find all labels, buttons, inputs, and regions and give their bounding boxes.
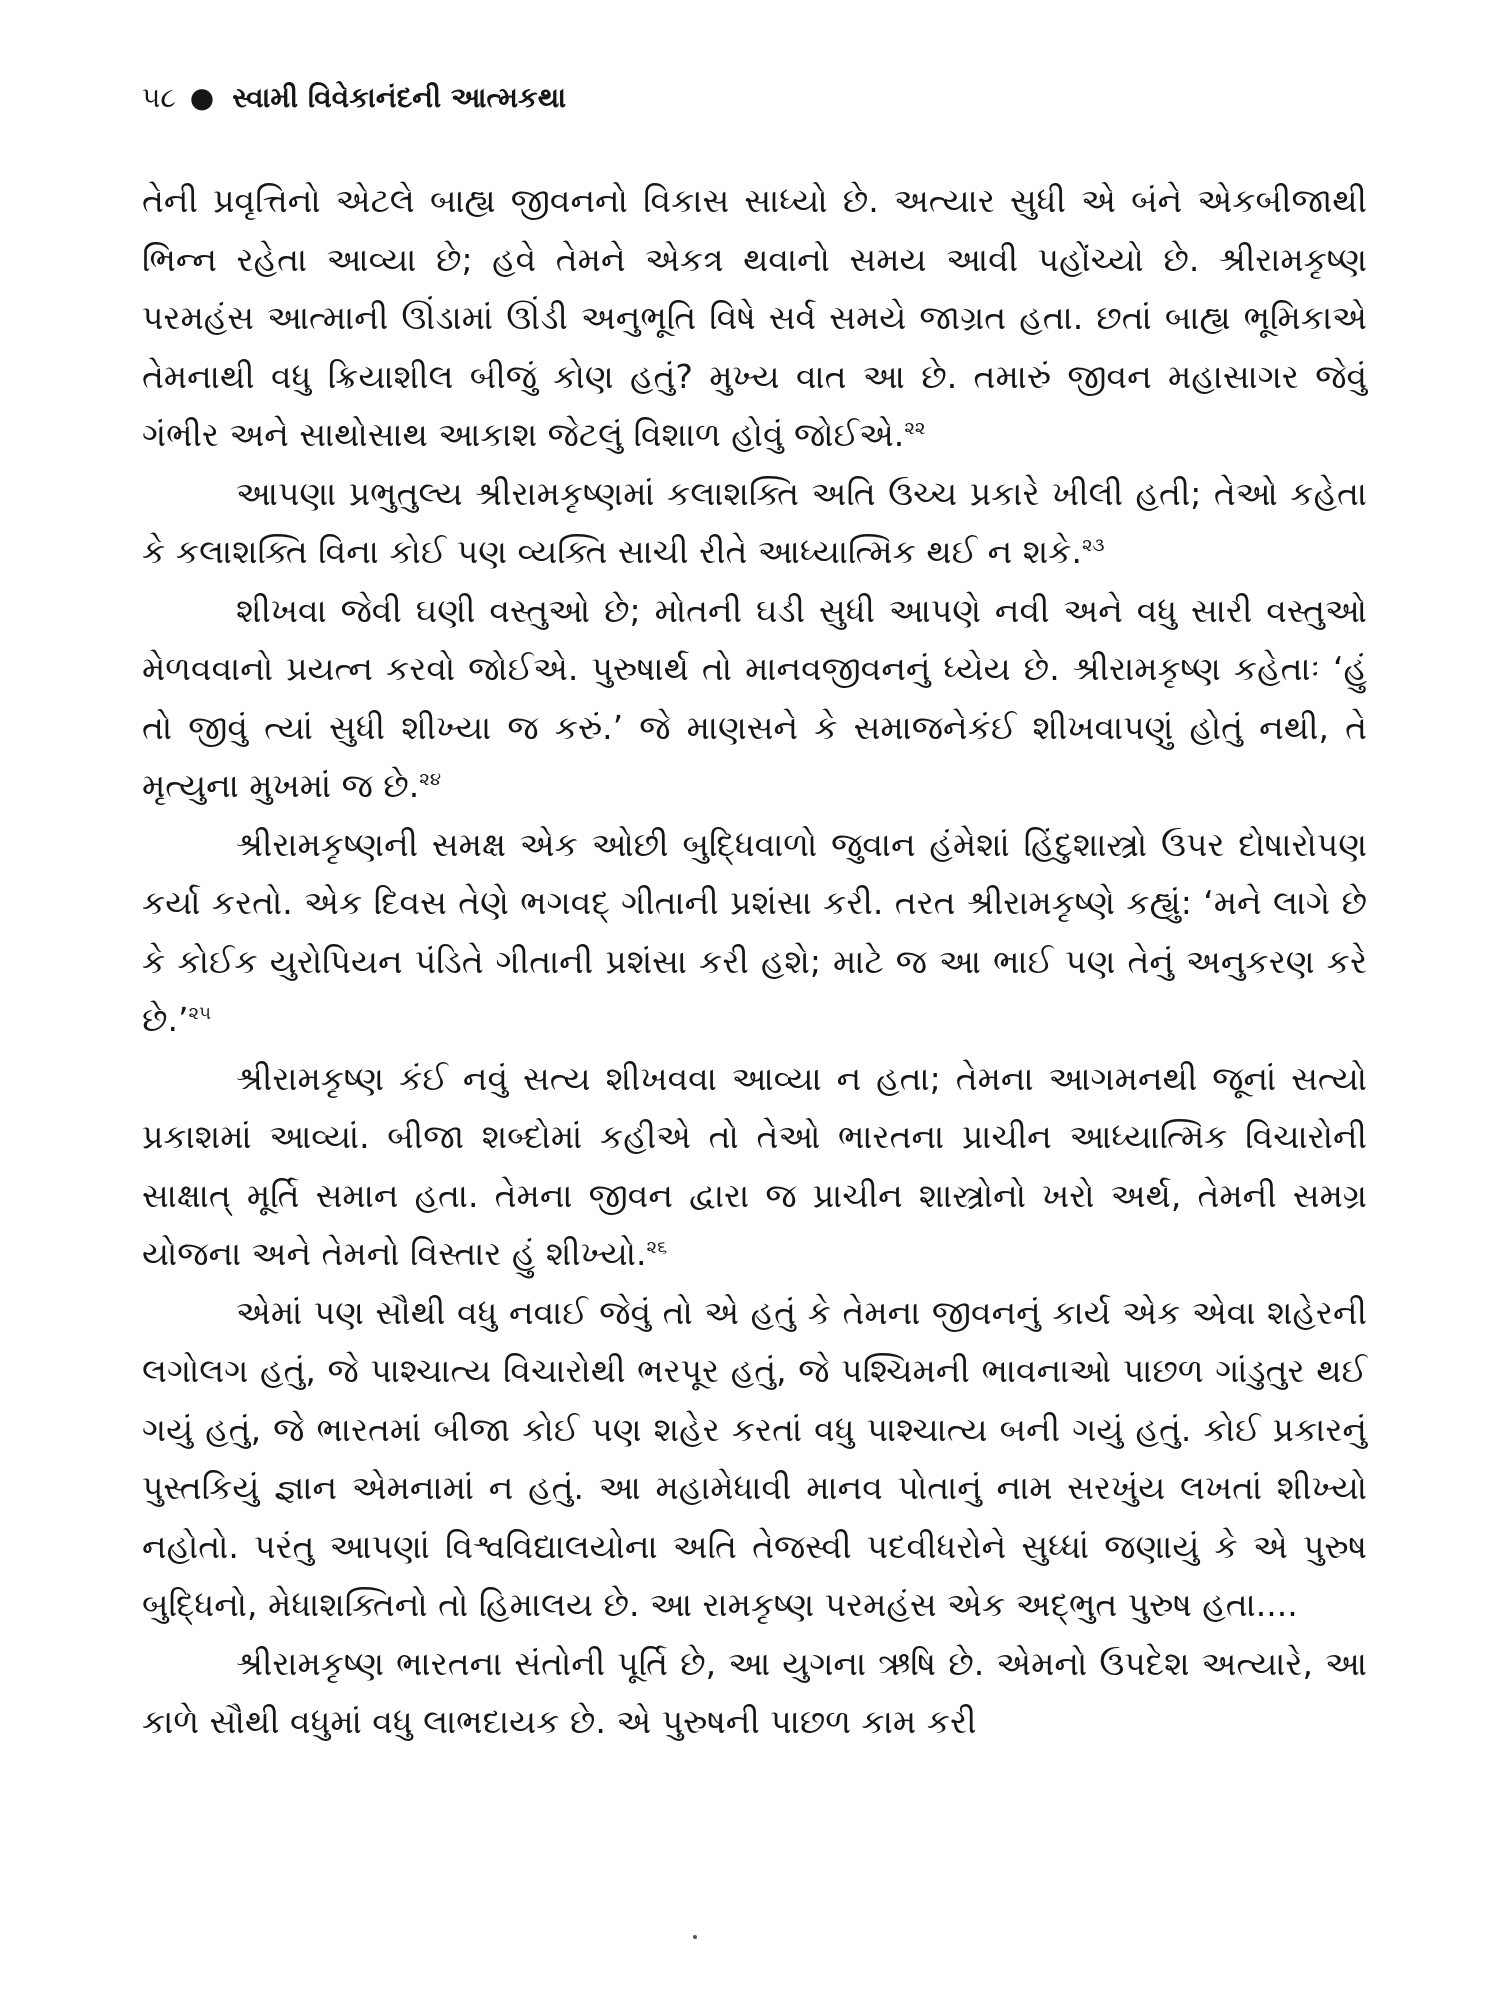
paragraph-text: આપણા પ્રભુતુલ્ય શ્રીરામકૃષ્ણમાં કલાશક્તિ અતિ ઉચ્ચ પ્રકારે ખીલી હતી; તેઓ કહેતા કે કલાશક્તિ વિના કોઈ પણ વ્યક્તિ સાચી રીતે આધ્યાત્મિક થઈ ન શકે.: [142, 473, 1367, 571]
paragraph-text: શ્રીરામકૃષ્ણ કંઈ નવું સત્ય શીખવવા આવ્યા ન હતા; તેમના આગમનથી જૂનાં સત્યો પ્રકાશમાં આવ્યાં. બીજા શબ્દોમાં કહીએ તો તેઓ ભારતના પ્રાચીન આધ્યાત્મિક વિચારોની સાક્ષાત્ મૂર્તિ સમાન હતા. તેમના જીવન દ્વારા જ પ્રાચીન શાસ્ત્રોનો ખરો અર્થ, તેમની સમગ્ર યોજના અને તેમનો વિસ્તાર હું શીખ્યો.: [142, 1058, 1367, 1273]
body-text: [142, 172, 1367, 1752]
paragraph-text: એમાં પણ સૌથી વધુ નવાઈ જેવું તો એ હતું કે તેમના જીવનનું કાર્ય એક એવા શહેરની લગોલગ હતું, જે પાશ્ચાત્ય વિચારોથી ભરપૂર હતું, જે પશ્ચિમની ભાવનાઓ પાછળ ગાંડુતુર થઈ ગયું હતું, જે ભારતમાં બીજા કોઈ પણ શહેર કરતાં વધુ પાશ્ચાત્ય બની ગયું હતું. કોઈ પ્રકારનું પુસ્તકિયું જ્ઞાન એમનામાં ન હતું. આ મહામેધાવી માનવ પોતાનું નામ સરખુંય લખતાં શીખ્યો નહોતો. પરંતુ આપણાં વિશ્વવિદ્યાલયોના અતિ તેજસ્વી પદવીધરોને સુધ્ધાં જણાયું કે એ પુરુષ બુદ્ધિનો, મેધાશક્તિનો તો હિમાલય છે. આ રામકૃષ્ણ પરમહંસ એક અદ્ભુત પુરુષ હતા....: [142, 1292, 1367, 1624]
paragraph: [142, 1284, 1367, 1635]
paragraph-text: શ્રીરામકૃષ્ણ ભારતના સંતોની પૂર્તિ છે, આ યુગના ઋષિ છે. એમનો ઉપદેશ અત્યારે, આ કાળે સૌથી વધુમાં વધુ લાભદાયક છે. એ પુરુષની પાછળ કામ કરી: [142, 1643, 1367, 1741]
page-number: ૫૮: [142, 81, 176, 114]
paragraph: [142, 1635, 1367, 1752]
paragraph: [142, 816, 1367, 1050]
paragraph-text: તેની પ્રવૃત્તિનો એટલે બાહ્ય જીવનનો વિકાસ સાધ્યો છે. અત્યાર સુધી એ બંને એકબીજાથી ભિન્ન રહેતા આવ્યા છે; હવે તેમને એકત્ર થવાનો સમય આવી પહોંચ્યો છે. શ્રીરામકૃષ્ણ પરમહંસ આત્માની ઊંડામાં ઊંડી અનુભૂતિ વિષે સર્વ સમયે જાગ્રત હતા. છતાં બાહ્ય ભૂમિકાએ તેમનાથી વધુ ક્રિયાશીલ બીજું કોણ હતું? મુખ્ય વાત આ છે. તમારું જીવન મહાસાગર જેવું ગંભીર અને સાથોસાથ આકાશ જેટલું વિશાળ હોવું જોઈએ.: [142, 181, 1367, 454]
paragraph-text: શીખવા જેવી ઘણી વસ્તુઓ છે; મોતની ઘડી સુધી આપણે નવી અને વધુ સારી વસ્તુઓ મેળવવાનો પ્રયત્ન કરવો જોઈએ. પુરુષાર્થ તો માનવજીવનનું ધ્યેય છે. શ્રીરામકૃષ્ણ કહેતાઃ ‘હું તો જીવું ત્યાં સુધી શીખ્યા જ કરું.’ જે માણસને કે સમાજનેકંઈ શીખવાપણું હોતું નથી, તે મૃત્યુના મુખમાં જ છે.: [142, 590, 1367, 805]
paragraph: [142, 172, 1367, 465]
paragraph: [142, 582, 1367, 816]
bullet-icon: ●: [189, 81, 215, 114]
footnote-marker: ૨૪: [419, 769, 442, 790]
footnote-marker: ૨૫: [188, 1003, 211, 1024]
paragraph: [142, 465, 1367, 582]
footnote-marker: ૨૬: [646, 1237, 668, 1258]
footnote-marker: ૨૩: [1081, 535, 1105, 556]
paragraph-text: શ્રીરામકૃષ્ણની સમક્ષ એક ઓછી બુદ્ધિવાળો જુવાન હંમેશાં હિંદુશાસ્ત્રો ઉપર દોષારોપણ કર્યા કરતો. એક દિવસ તેણે ભગવદ્ ગીતાની પ્રશંસા કરી. તરત શ્રીરામકૃષ્ણે કહ્યું: ‘મને લાગે છે કે કોઈક યુરોપિયન પંડિતે ગીતાની પ્રશંસા કરી હશે; માટે જ આ ભાઈ પણ તેનું અનુકરણ કરે છે.’: [142, 824, 1367, 1039]
running-header: [142, 78, 1382, 118]
paragraph: [142, 1050, 1367, 1284]
book-title: સ્વામી વિવેકાનંદની આત્મકથા: [232, 81, 567, 114]
footnote-marker: ૨૨: [904, 418, 926, 439]
print-speck: [693, 1935, 697, 1939]
